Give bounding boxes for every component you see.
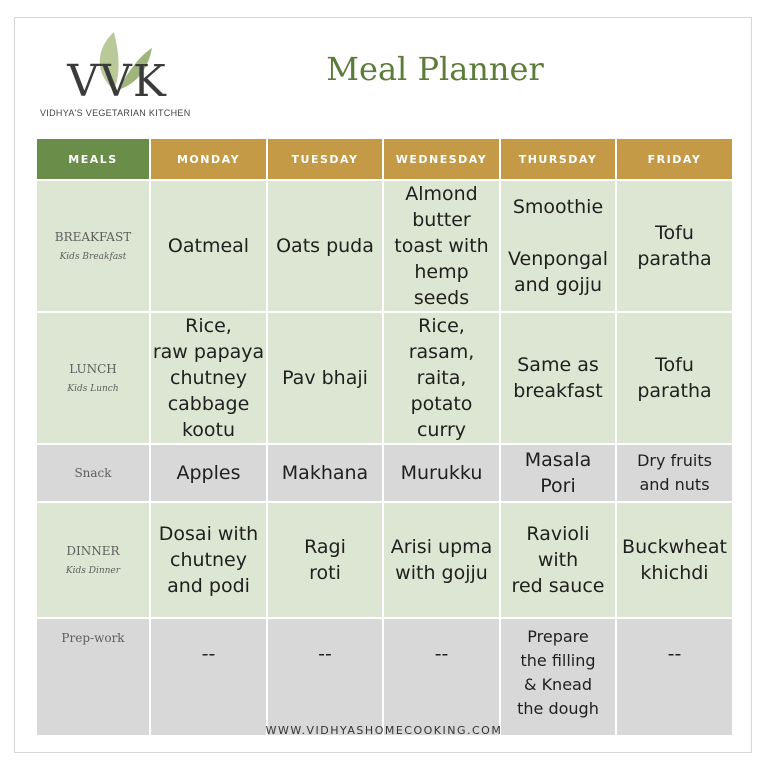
table-cell: Rice, rasam, raita, potato curry [383, 312, 500, 444]
table-cell: Pav bhaji [267, 312, 383, 444]
row-label-breakfast [36, 180, 150, 312]
table-cell: Masala Pori [500, 444, 616, 502]
header-wednesday: WEDNESDAY [383, 138, 500, 180]
table-cell: Dry fruits and nuts [616, 444, 733, 502]
table-cell: Makhana [267, 444, 383, 502]
brand-monogram: VVK [67, 56, 167, 107]
website-link[interactable]: WWW.VIDHYASHOMECOOKING.COM [265, 724, 503, 737]
table-cell: -- [616, 618, 733, 736]
table-cell: Same as breakfast [500, 312, 616, 444]
table-cell: -- [267, 618, 383, 736]
meal-label: BREAKFAST [54, 230, 132, 244]
header-friday: FRIDAY [616, 138, 733, 180]
table-cell: Ravioli with red sauce [500, 502, 616, 618]
header-tuesday: TUESDAY [267, 138, 383, 180]
row-label-dinner [36, 502, 150, 618]
row-label-lunch [36, 312, 150, 444]
table-cell: Arisi upma with gojju [383, 502, 500, 618]
header-monday: MONDAY [150, 138, 267, 180]
table-header-row [36, 138, 733, 180]
meal-label: Prep-work [61, 631, 125, 645]
table-cell: Murukku [383, 444, 500, 502]
row-label-prep-work [36, 618, 150, 736]
table-cell: Apples [150, 444, 267, 502]
table-cell: Buckwheat khichdi [616, 502, 733, 618]
header-thursday: THURSDAY [500, 138, 616, 180]
table-row-dinner [36, 502, 733, 618]
meal-label: LUNCH [69, 362, 117, 376]
table-cell: Rice, raw papaya chutney cabbage kootu [150, 312, 267, 444]
table-cell: Tofu paratha [616, 180, 733, 312]
table-row-breakfast [36, 180, 733, 312]
table-row-snack [36, 444, 733, 502]
meal-sublabel: Kids Dinner [65, 566, 121, 576]
brand-logo [40, 28, 202, 120]
table-cell: Oatmeal [150, 180, 267, 312]
brand-tagline: VIDHYA'S VEGETARIAN KITCHEN [40, 108, 191, 118]
meal-plan-table [35, 137, 734, 737]
table-cell: Oats puda [267, 180, 383, 312]
table-cell: Almond butter toast with hemp seeds [383, 180, 500, 312]
table-row-lunch [36, 312, 733, 444]
table-cell: Prepare the filling & Knead the dough [500, 618, 616, 736]
table-row-prep-work [36, 618, 733, 736]
meal-sublabel: Kids Lunch [67, 384, 119, 394]
header-meals: MEALS [36, 138, 150, 180]
table-cell: Dosai with chutney and podi [150, 502, 267, 618]
row-label-snack [36, 444, 150, 502]
meal-sublabel: Kids Breakfast [59, 252, 127, 262]
table-cell: Smoothie Venpongal and gojju [500, 180, 616, 312]
table-cell: -- [150, 618, 267, 736]
meal-label: Snack [74, 466, 112, 480]
table-cell: Tofu paratha [616, 312, 733, 444]
page-title: Meal Planner [326, 50, 544, 88]
table-cell: Ragi roti [267, 502, 383, 618]
table-cell: -- [383, 618, 500, 736]
meal-label: DINNER [66, 544, 120, 558]
